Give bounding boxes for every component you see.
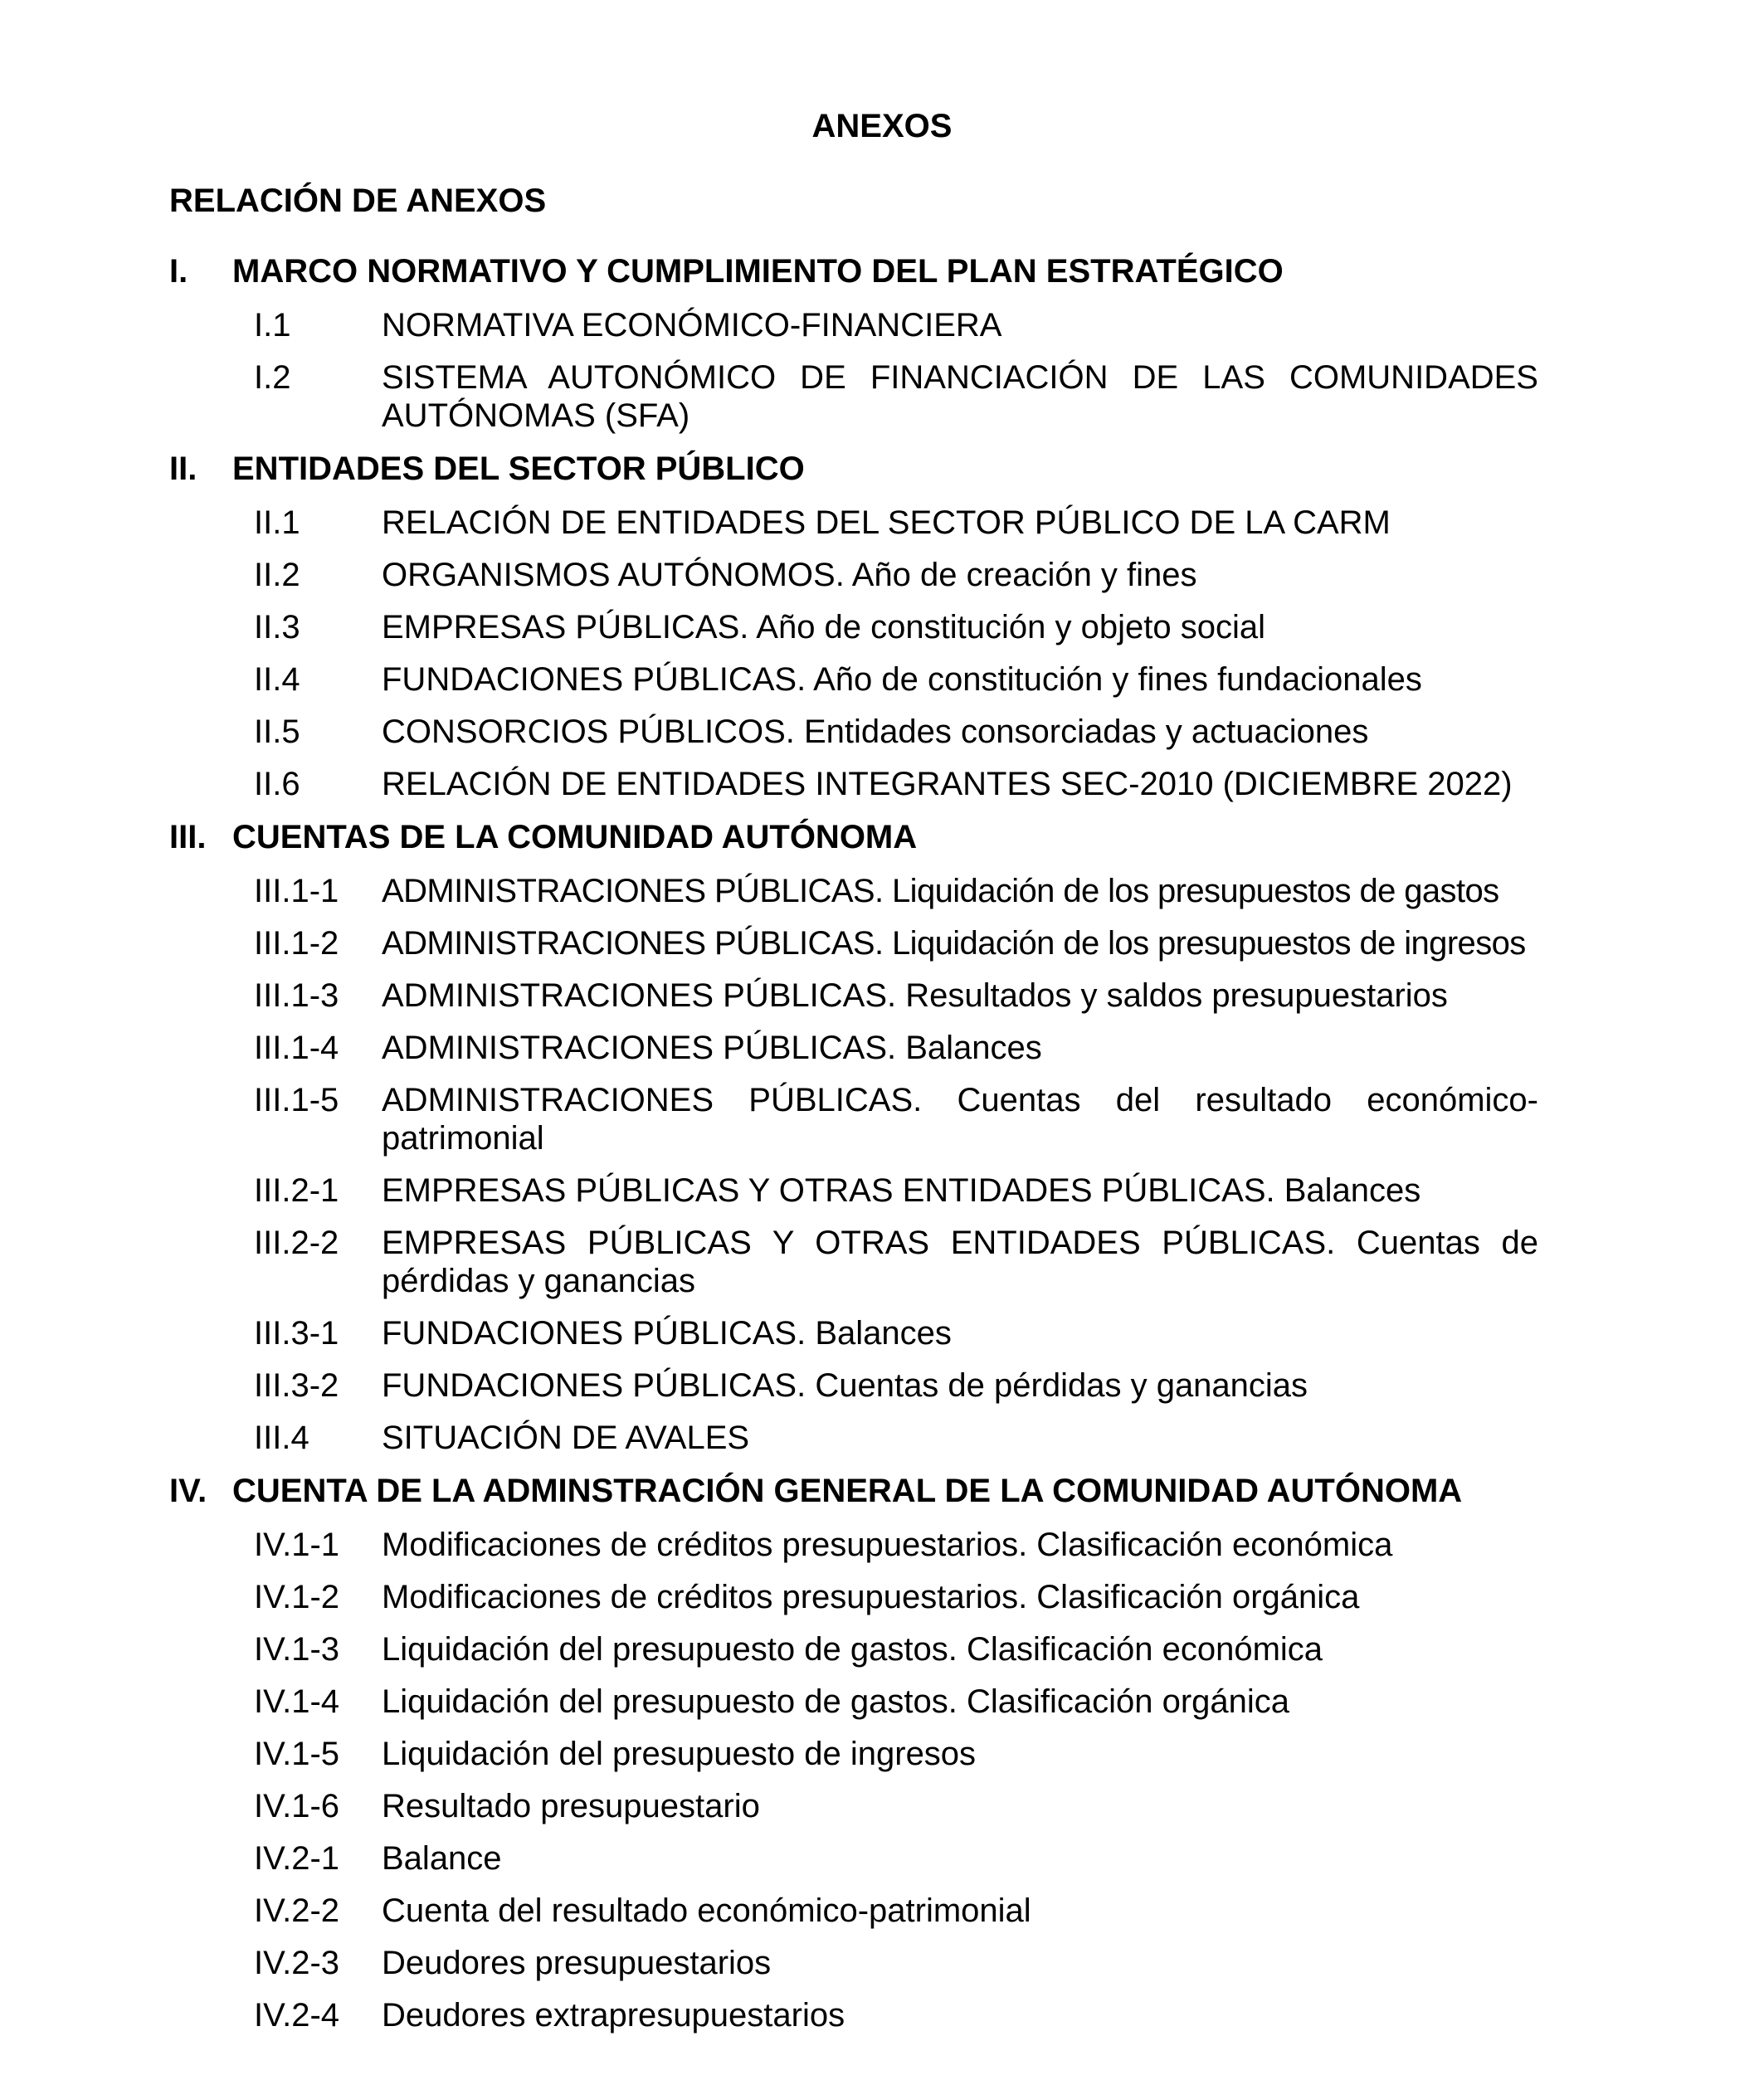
annex-item-text: ADMINISTRACIONES PÚBLICAS. Cuentas del resultado económico-patrimonial [382, 1082, 1538, 1157]
annex-item-text: FUNDACIONES PÚBLICAS. Cuentas de pérdidas y ganancias [382, 1367, 1308, 1404]
annex-item-text: Modificaciones de créditos presupuestarios. Clasificación económica [382, 1527, 1393, 1563]
annex-item [169, 1735, 1538, 1773]
annex-item-code: III.1-4 [254, 1030, 339, 1066]
annex-item [169, 556, 1538, 594]
annex-item-text: Resultado presupuestario [382, 1788, 760, 1824]
section-title: ENTIDADES DEL SECTOR PÚBLICO [232, 451, 805, 487]
annex-item-text: SISTEMA AUTONÓMICO DE FINANCIACIÓN DE LAS COMUNIDADES AUTÓNOMAS (SFA) [382, 359, 1538, 434]
annex-item-code: III.2-2 [254, 1225, 339, 1261]
annex-item [169, 1419, 1538, 1457]
section-items [169, 306, 1538, 435]
section-number: IV. [169, 1473, 207, 1509]
annex-item [169, 1314, 1538, 1352]
annex-item [169, 924, 1538, 962]
annex-item-code: IV.2-2 [254, 1892, 340, 1929]
section-title: MARCO NORMATIVO Y CUMPLIMIENTO DEL PLAN ESTRATÉGICO [232, 253, 1284, 290]
annex-item-code: II.6 [254, 766, 300, 802]
annex-item-code: IV.1-2 [254, 1579, 340, 1615]
annex-item-code: IV.1-4 [254, 1683, 340, 1720]
annex-item-text: FUNDACIONES PÚBLICAS. Año de constitución y fines fundacionales [382, 661, 1422, 698]
annex-item [169, 1081, 1538, 1157]
section-title: CUENTA DE LA ADMINSTRACIÓN GENERAL DE LA COMUNIDAD AUTÓNOMA [232, 1473, 1463, 1509]
annex-item-code: IV.2-3 [254, 1945, 340, 1981]
section-heading [169, 1471, 1538, 1511]
annex-item [169, 872, 1538, 910]
annex-item [169, 977, 1538, 1015]
annex-item-text: EMPRESAS PÚBLICAS Y OTRAS ENTIDADES PÚBLICAS. Cuentas de pérdidas y ganancias [382, 1225, 1538, 1299]
annex-list [169, 251, 1538, 2048]
annex-item [169, 1224, 1538, 1300]
annex-item-text: Liquidación del presupuesto de ingresos [382, 1736, 977, 1772]
annex-item-text: NORMATIVA ECONÓMICO-FINANCIERA [382, 307, 1002, 343]
annex-item [169, 1892, 1538, 1930]
annex-item-text: EMPRESAS PÚBLICAS. Año de constitución y objeto social [382, 609, 1265, 645]
annex-item-code: I.1 [254, 307, 291, 343]
section-heading [169, 817, 1538, 857]
annex-item [169, 504, 1538, 542]
annex-item-code: III.2-1 [254, 1172, 339, 1209]
annex-item [169, 713, 1538, 751]
annex-item-code: IV.1-1 [254, 1527, 340, 1563]
annex-item [169, 306, 1538, 344]
annex-item-text: ORGANISMOS AUTÓNOMOS. Año de creación y fines [382, 557, 1197, 593]
section-number: I. [169, 253, 188, 290]
annex-item-text: Cuenta del resultado económico-patrimonial [382, 1892, 1031, 1929]
annex-item-text: ADMINISTRACIONES PÚBLICAS. Balances [382, 1030, 1042, 1066]
annex-item-code: I.2 [254, 359, 291, 396]
annex-item-text: RELACIÓN DE ENTIDADES INTEGRANTES SEC-2010 (DICIEMBRE 2022) [382, 766, 1513, 802]
annex-item [169, 1996, 1538, 2034]
annex-item [169, 1630, 1538, 1668]
annex-item [169, 358, 1538, 435]
annex-item-text: ADMINISTRACIONES PÚBLICAS. Liquidación de los presupuestos de ingresos [382, 925, 1526, 962]
page-subtitle: RELACIÓN DE ANEXOS [169, 183, 547, 219]
annex-item [169, 1683, 1538, 1721]
annex-item-text: Balance [382, 1840, 502, 1877]
annex-item-text: Deudores extrapresupuestarios [382, 1997, 845, 2034]
annex-item-text: SITUACIÓN DE AVALES [382, 1420, 750, 1456]
section-items [169, 504, 1538, 803]
annex-item-text: ADMINISTRACIONES PÚBLICAS. Resultados y saldos presupuestarios [382, 977, 1448, 1014]
annex-item [169, 660, 1538, 699]
annex-section [169, 1471, 1538, 2034]
annex-item [169, 1839, 1538, 1878]
annex-item-code: IV.1-5 [254, 1736, 340, 1772]
annex-item [169, 1787, 1538, 1825]
annex-item-code: II.5 [254, 714, 300, 750]
annex-item-text: Modificaciones de créditos presupuestarios. Clasificación orgánica [382, 1579, 1360, 1615]
annex-item-code: II.2 [254, 557, 300, 593]
annex-item-text: CONSORCIOS PÚBLICOS. Entidades consorciadas y actuaciones [382, 714, 1369, 750]
section-number: II. [169, 451, 197, 487]
annex-item-code: IV.1-3 [254, 1631, 340, 1668]
annex-item [169, 1944, 1538, 1982]
annex-item-code: IV.2-1 [254, 1840, 340, 1877]
annex-item [169, 1029, 1538, 1067]
annex-item [169, 1526, 1538, 1564]
annex-item-text: ADMINISTRACIONES PÚBLICAS. Liquidación de los presupuestos de gastos [382, 873, 1499, 909]
annex-item-code: IV.2-4 [254, 1997, 340, 2034]
annex-item-code: III.3-2 [254, 1367, 339, 1404]
page-title: ANEXOS [811, 108, 953, 144]
annex-item-code: III.4 [254, 1420, 309, 1456]
annex-section [169, 817, 1538, 1457]
annex-item-code: III.1-3 [254, 977, 339, 1014]
annex-item [169, 1171, 1538, 1210]
section-number: III. [169, 819, 207, 855]
annex-item [169, 1366, 1538, 1405]
annex-item-code: III.1-1 [254, 873, 339, 909]
annex-item-code: II.3 [254, 609, 300, 645]
annex-section [169, 251, 1538, 435]
annex-item-code: III.1-2 [254, 925, 339, 962]
section-items [169, 872, 1538, 1457]
section-title: CUENTAS DE LA COMUNIDAD AUTÓNOMA [232, 819, 918, 855]
annex-item-text: Deudores presupuestarios [382, 1945, 772, 1981]
annex-item-code: II.4 [254, 661, 300, 698]
annex-item-text: FUNDACIONES PÚBLICAS. Balances [382, 1315, 952, 1352]
annex-item-code: II.1 [254, 504, 300, 541]
annex-item-text: RELACIÓN DE ENTIDADES DEL SECTOR PÚBLICO DE LA CARM [382, 504, 1391, 541]
annex-item-code: III.1-5 [254, 1082, 339, 1118]
annex-item-code: III.3-1 [254, 1315, 339, 1352]
section-heading [169, 449, 1538, 489]
annex-item [169, 765, 1538, 803]
annex-section [169, 449, 1538, 803]
annex-item [169, 1578, 1538, 1616]
annex-item-text: Liquidación del presupuesto de gastos. Clasificación económica [382, 1631, 1323, 1668]
annex-item [169, 608, 1538, 646]
annex-item-text: EMPRESAS PÚBLICAS Y OTRAS ENTIDADES PÚBLICAS. Balances [382, 1172, 1421, 1209]
annex-item-code: IV.1-6 [254, 1788, 340, 1824]
section-heading [169, 251, 1538, 291]
annex-item-text: Liquidación del presupuesto de gastos. Clasificación orgánica [382, 1683, 1290, 1720]
section-items [169, 1526, 1538, 2034]
